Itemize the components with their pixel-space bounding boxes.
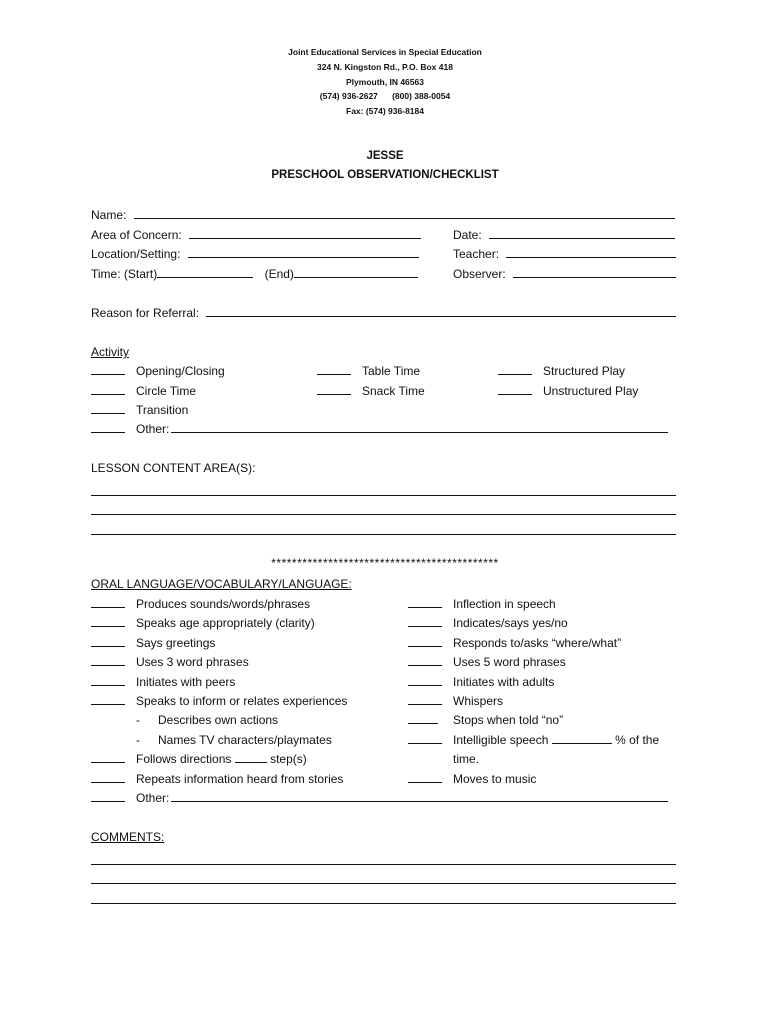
oral-checkbox[interactable] — [408, 674, 442, 686]
oral-item — [91, 654, 249, 670]
org-name: Joint Educational Services in Special Education — [288, 47, 482, 57]
oral-checkbox[interactable] — [408, 615, 442, 627]
oral-item — [408, 712, 563, 728]
org-fax: Fax: (574) 936-8184 — [346, 106, 424, 116]
oral-label: Initiates with adults — [453, 675, 555, 689]
oral-item — [408, 693, 503, 709]
date-field — [453, 227, 675, 243]
separator: ******************************************** — [271, 556, 499, 570]
activity-other-label: Other: — [136, 422, 170, 436]
activity-other-blank[interactable] — [171, 421, 668, 433]
form-title: JESSE — [366, 150, 404, 162]
oral-checkbox[interactable] — [91, 654, 125, 666]
oral-checkbox[interactable] — [91, 596, 125, 608]
oral-item — [91, 771, 343, 787]
activity-checkbox[interactable] — [498, 383, 532, 395]
oral-label: Uses 3 word phrases — [136, 655, 249, 669]
oral-subitem — [136, 732, 332, 748]
observer-blank[interactable] — [513, 266, 676, 278]
comments-line[interactable] — [91, 864, 676, 865]
intelligible-percent-blank[interactable] — [552, 732, 612, 744]
observer-label: Observer: — [453, 267, 506, 281]
area-of-concern-label: Area of Concern: — [91, 228, 182, 242]
oral-checkbox[interactable] — [408, 596, 442, 608]
activity-label: Table Time — [362, 364, 421, 378]
oral-label: Inflection in speech — [453, 597, 556, 611]
oral-other-label: Other: — [136, 791, 170, 805]
oral-checkbox[interactable] — [91, 615, 125, 627]
activity-label: Opening/Closing — [136, 364, 225, 378]
form-subtitle: PRESCHOOL OBSERVATION/CHECKLIST — [271, 169, 499, 181]
oral-item — [91, 674, 235, 690]
comments-line[interactable] — [91, 903, 676, 904]
location-field — [91, 246, 419, 262]
oral-label-steps: step(s) — [270, 752, 307, 766]
oral-label: Initiates with peers — [136, 675, 236, 689]
area-of-concern-blank[interactable] — [189, 227, 421, 239]
oral-item — [91, 751, 307, 767]
lesson-heading: LESSON CONTENT AREA(S): — [91, 461, 256, 475]
org-phones: (574) 936-2627 (800) 388-0054 — [319, 91, 451, 101]
oral-label: Intelligible speech — [453, 733, 549, 747]
oral-other — [91, 790, 668, 806]
oral-label: Produces sounds/words/phrases — [136, 597, 311, 611]
oral-item — [91, 615, 315, 631]
activity-item — [317, 363, 420, 379]
activity-label: Structured Play — [543, 364, 626, 378]
activity-checkbox[interactable] — [91, 363, 125, 375]
oral-label: Repeats information heard from stories — [136, 772, 344, 786]
lesson-line[interactable] — [91, 534, 676, 535]
lesson-line[interactable] — [91, 495, 676, 496]
activity-heading: Activity — [91, 345, 130, 359]
activity-checkbox[interactable] — [317, 363, 351, 375]
activity-label: Transition — [136, 403, 189, 417]
time-end-blank[interactable] — [294, 266, 418, 278]
oral-item — [408, 654, 566, 670]
comments-heading: COMMENTS: — [91, 830, 165, 844]
reason-label: Reason for Referral: — [91, 306, 200, 320]
oral-label: Follows directions — [136, 752, 232, 766]
activity-label: Snack Time — [362, 384, 425, 398]
oral-checkbox[interactable] — [91, 790, 125, 802]
oral-label: Uses 5 word phrases — [453, 655, 566, 669]
time-field — [91, 266, 418, 282]
name-label: Name: — [91, 208, 127, 222]
oral-label: Whispers — [453, 694, 504, 708]
oral-checkbox[interactable] — [91, 693, 125, 705]
oral-item — [91, 693, 347, 709]
name-blank[interactable] — [134, 207, 675, 219]
oral-other-blank[interactable] — [171, 790, 668, 802]
comments-line[interactable] — [91, 883, 676, 884]
oral-item — [408, 596, 556, 612]
oral-label: Speaks to inform or relates experiences — [136, 694, 348, 708]
oral-label-continued: time. — [453, 752, 480, 766]
location-label: Location/Setting: — [91, 247, 181, 261]
oral-checkbox[interactable] — [408, 732, 442, 744]
oral-sublabel: Describes own actions — [158, 713, 279, 727]
time-start-label: Time: (Start) — [91, 267, 158, 281]
activity-checkbox[interactable] — [91, 402, 125, 414]
oral-label: Moves to music — [453, 772, 537, 786]
dash-bullet: - — [136, 713, 140, 727]
activity-item — [91, 383, 196, 399]
directions-steps-blank[interactable] — [235, 751, 267, 763]
activity-label: Circle Time — [136, 384, 197, 398]
oral-label: Says greetings — [136, 636, 216, 650]
oral-subitem — [136, 712, 278, 728]
oral-checkbox[interactable] — [408, 654, 442, 666]
name-field — [91, 207, 675, 223]
activity-label: Unstructured Play — [543, 384, 639, 398]
oral-sublabel: Names TV characters/playmates — [158, 733, 332, 747]
activity-item — [91, 363, 225, 379]
oral-label-percent: % of the — [615, 733, 660, 747]
lesson-line[interactable] — [91, 514, 676, 515]
oral-item — [408, 732, 659, 748]
org-address-2: Plymouth, IN 46563 — [346, 77, 424, 87]
oral-heading: ORAL LANGUAGE/VOCABULARY/LANGUAGE: — [91, 577, 352, 591]
oral-checkbox[interactable] — [408, 712, 438, 724]
teacher-field — [453, 246, 676, 262]
activity-item — [91, 402, 188, 418]
oral-item — [91, 596, 310, 612]
oral-item — [408, 615, 568, 631]
activity-checkbox[interactable] — [91, 421, 125, 433]
activity-checkbox[interactable] — [317, 383, 351, 395]
activity-item — [498, 383, 638, 399]
oral-label: Stops when told “no” — [453, 713, 564, 727]
location-blank[interactable] — [188, 246, 419, 258]
time-start-blank[interactable] — [157, 266, 253, 278]
activity-checkbox[interactable] — [91, 383, 125, 395]
oral-checkbox[interactable] — [408, 771, 442, 783]
dash-bullet: - — [136, 733, 140, 747]
oral-item — [91, 635, 215, 651]
oral-checkbox[interactable] — [91, 771, 125, 783]
oral-checkbox[interactable] — [408, 693, 442, 705]
activity-item — [498, 363, 625, 379]
activity-checkbox[interactable] — [498, 363, 532, 375]
area-of-concern-field — [91, 227, 421, 243]
activity-other — [91, 421, 668, 437]
oral-label: Indicates/says yes/no — [453, 616, 568, 630]
oral-label: Responds to/asks “where/what” — [453, 636, 622, 650]
teacher-blank[interactable] — [506, 246, 676, 258]
oral-item — [408, 674, 554, 690]
oral-checkbox[interactable] — [91, 635, 125, 647]
oral-item — [408, 771, 536, 787]
oral-checkbox[interactable] — [408, 635, 442, 647]
org-address-1: 324 N. Kingston Rd., P.O. Box 418 — [317, 62, 453, 72]
oral-label: Speaks age appropriately (clarity) — [136, 616, 315, 630]
reason-blank[interactable] — [206, 305, 676, 317]
observer-field — [453, 266, 676, 282]
activity-item — [317, 383, 425, 399]
date-blank[interactable] — [489, 227, 675, 239]
oral-checkbox[interactable] — [91, 674, 125, 686]
reason-field — [91, 305, 676, 321]
time-end-label: (End) — [264, 267, 294, 281]
teacher-label: Teacher: — [453, 247, 500, 261]
oral-item — [408, 635, 621, 651]
oral-checkbox[interactable] — [91, 751, 125, 763]
date-label: Date: — [453, 228, 482, 242]
